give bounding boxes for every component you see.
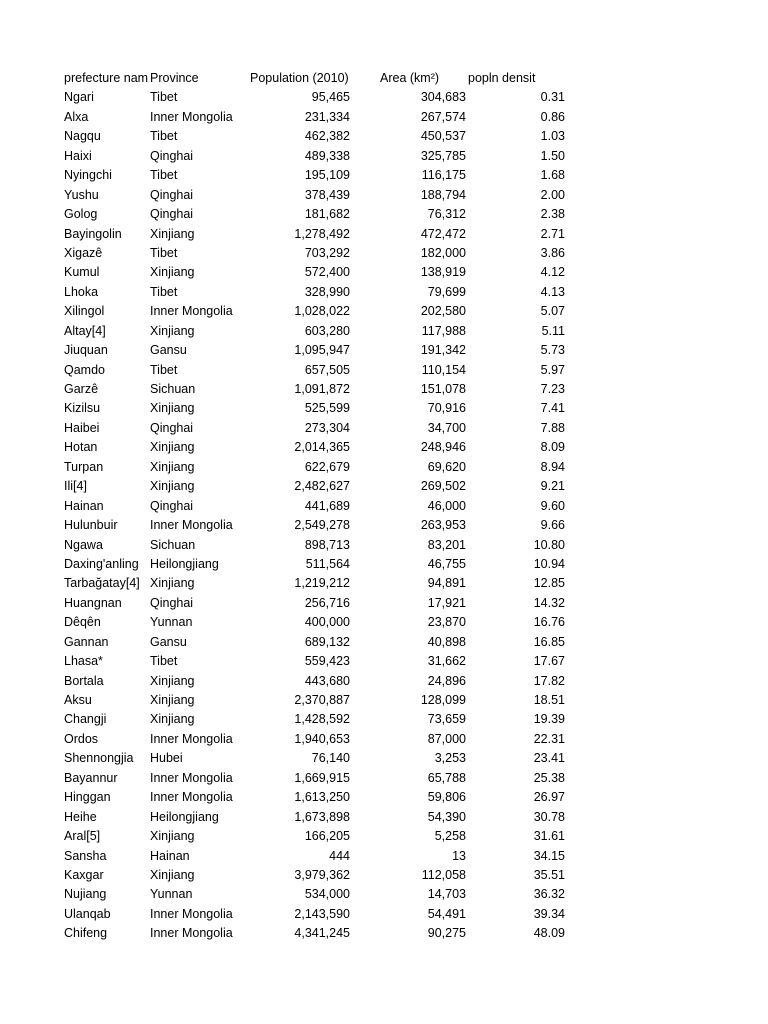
cell-prefecture-name[interactable]: Qamdo — [64, 362, 105, 377]
table-row — [0, 633, 768, 652]
cell-area[interactable]: 325,785 — [420, 148, 466, 163]
cell-prefecture-name[interactable]: Ili[4] — [64, 479, 87, 494]
cell-prefecture-name[interactable]: Kizilsu — [64, 401, 101, 416]
cell-prefecture-name[interactable]: Xilingol — [64, 304, 105, 319]
cell-population[interactable]: 4,341,245 — [294, 926, 350, 941]
cell-prefecture-name[interactable]: Ngari — [64, 90, 94, 105]
cell-population[interactable]: 1,940,653 — [294, 731, 350, 746]
cell-province[interactable]: Xinjiang — [150, 440, 195, 455]
table-row — [0, 477, 768, 496]
cell-province[interactable]: Heilongjiang — [150, 809, 219, 824]
cell-area[interactable]: 70,916 — [427, 401, 466, 416]
cell-area[interactable]: 191,342 — [420, 343, 466, 358]
cell-province[interactable]: Xinjiang — [150, 693, 195, 707]
cell-area[interactable]: 304,683 — [420, 90, 466, 105]
cell-province[interactable]: Xinjiang — [150, 829, 195, 844]
cell-province[interactable]: Gansu — [150, 634, 187, 649]
cell-province[interactable]: Tibet — [150, 129, 178, 144]
cell-population[interactable]: 703,292 — [304, 245, 350, 260]
cell-province[interactable]: Inner Mongolia — [150, 770, 233, 785]
cell-density[interactable]: 8.09 — [540, 440, 565, 455]
cell-prefecture-name[interactable]: Gannan — [64, 634, 109, 649]
cell-prefecture-name[interactable]: Bayannur — [64, 770, 118, 785]
cell-province[interactable]: Yunnan — [150, 615, 193, 630]
cell-area[interactable]: 110,154 — [421, 362, 466, 377]
table-row — [0, 263, 768, 282]
cell-density[interactable]: 5.11 — [541, 323, 565, 338]
cell-province[interactable]: Qinghai — [150, 595, 194, 610]
table-row — [0, 419, 768, 438]
cell-prefecture-name[interactable]: Haibei — [64, 420, 100, 435]
cell-area[interactable]: 90,275 — [427, 926, 466, 941]
table-row — [0, 205, 768, 224]
cell-population[interactable]: 181,682 — [304, 207, 350, 222]
cell-population[interactable]: 2,549,278 — [294, 518, 350, 533]
cell-province[interactable]: Hubei — [150, 751, 183, 766]
cell-province[interactable]: Tibet — [150, 168, 178, 183]
table-row — [0, 497, 768, 516]
cell-prefecture-name[interactable]: Ulanqab — [64, 906, 111, 921]
table-row — [0, 672, 768, 691]
cell-population[interactable]: 443,680 — [304, 673, 350, 688]
cell-population[interactable]: 3,979,362 — [294, 867, 350, 882]
cell-population[interactable]: 76,140 — [311, 751, 350, 766]
cell-province[interactable]: Gansu — [150, 343, 187, 358]
cell-area[interactable]: 87,000 — [427, 731, 466, 746]
cell-density[interactable]: 17.82 — [533, 673, 565, 688]
spreadsheet-table — [0, 69, 768, 944]
cell-density[interactable]: 4.12 — [540, 265, 565, 280]
table-row — [0, 536, 768, 555]
cell-area[interactable]: 450,537 — [420, 129, 466, 144]
cell-province[interactable]: Tibet — [150, 90, 178, 105]
cell-area[interactable]: 24,896 — [427, 673, 466, 688]
table-row — [0, 652, 768, 671]
cell-density[interactable]: 26.97 — [533, 790, 565, 805]
cell-province[interactable]: Sichuan — [150, 537, 196, 552]
cell-density[interactable]: 35.51 — [533, 867, 565, 882]
table-row — [0, 438, 768, 457]
table-row — [0, 691, 768, 710]
cell-population[interactable]: 444 — [329, 848, 350, 863]
cell-prefecture-name[interactable]: Kumul — [64, 265, 100, 280]
cell-population[interactable]: 511,564 — [305, 556, 350, 571]
table-row — [0, 905, 768, 924]
cell-population[interactable]: 2,014,365 — [294, 440, 350, 455]
cell-population[interactable]: 622,679 — [304, 459, 350, 474]
cell-prefecture-name[interactable]: Nyingchi — [64, 168, 112, 183]
table-row — [0, 341, 768, 360]
cell-area[interactable]: 116,175 — [421, 168, 466, 183]
cell-prefecture-name[interactable]: Heihe — [64, 809, 97, 824]
cell-density[interactable]: 22.31 — [533, 731, 565, 746]
cell-prefecture-name[interactable]: Yushu — [64, 187, 99, 202]
cell-province[interactable]: Tibet — [150, 362, 178, 377]
cell-province[interactable]: Sichuan — [150, 382, 196, 396]
cell-area[interactable]: 128,099 — [420, 693, 466, 707]
table-row — [0, 555, 768, 574]
header-cell-area[interactable]: Area (km²) — [380, 71, 440, 85]
cell-density[interactable]: 14.32 — [533, 595, 565, 610]
cell-area[interactable]: 54,491 — [427, 906, 466, 921]
cell-area[interactable]: 65,788 — [427, 770, 466, 785]
cell-province[interactable]: Inner Mongolia — [150, 790, 233, 805]
table-row — [0, 108, 768, 127]
cell-density[interactable]: 9.66 — [540, 518, 565, 533]
cell-population[interactable]: 400,000 — [304, 615, 350, 630]
cell-area[interactable]: 267,574 — [420, 109, 466, 124]
cell-area[interactable]: 14,703 — [427, 887, 466, 902]
cell-population[interactable]: 1,095,947 — [294, 343, 350, 358]
cell-density[interactable]: 2.71 — [540, 226, 565, 241]
cell-province[interactable]: Xinjiang — [150, 479, 195, 494]
cell-prefecture-name[interactable]: Nagqu — [64, 129, 101, 144]
cell-population[interactable]: 559,423 — [304, 654, 350, 669]
cell-prefecture-name[interactable]: Tarbağatay[4] — [64, 576, 140, 591]
cell-area[interactable]: 94,891 — [427, 576, 466, 591]
table-row — [0, 769, 768, 788]
cell-area[interactable]: 472,472 — [420, 226, 466, 241]
cell-population[interactable]: 2,143,590 — [294, 906, 350, 921]
cell-prefecture-name[interactable]: Aral[5] — [64, 829, 101, 844]
cell-density[interactable]: 12.85 — [533, 576, 565, 591]
table-row — [0, 244, 768, 263]
table-row — [0, 885, 768, 904]
cell-prefecture-name[interactable]: Kaxgar — [64, 867, 104, 882]
cell-prefecture-name[interactable]: Chifeng — [64, 926, 108, 941]
cell-population[interactable]: 1,219,212 — [294, 576, 350, 591]
cell-area[interactable]: 5,258 — [434, 829, 466, 844]
cell-prefecture-name[interactable]: Ngawa — [64, 537, 103, 552]
cell-prefecture-name[interactable]: Turpan — [64, 459, 104, 474]
cell-area[interactable]: 46,755 — [427, 556, 466, 571]
cell-area[interactable]: 69,620 — [427, 459, 466, 474]
cell-province[interactable]: Inner Mongolia — [150, 109, 233, 124]
table-row — [0, 594, 768, 613]
cell-area[interactable]: 31,662 — [427, 654, 466, 669]
cell-province[interactable]: Tibet — [150, 284, 178, 299]
table-row — [0, 186, 768, 205]
cell-province[interactable]: Xinjiang — [150, 323, 195, 338]
cell-density[interactable]: 16.76 — [533, 615, 565, 630]
cell-prefecture-name[interactable]: Haixi — [64, 148, 92, 163]
cell-prefecture-name[interactable]: Changji — [64, 712, 107, 727]
cell-density[interactable]: 0.86 — [540, 109, 565, 124]
cell-population[interactable]: 898,713 — [304, 537, 350, 552]
cell-province[interactable]: Xinjiang — [150, 401, 195, 416]
cell-prefecture-name[interactable]: Garzê — [64, 382, 99, 396]
cell-density[interactable]: 48.09 — [533, 926, 565, 941]
cell-population[interactable]: 1,673,898 — [294, 809, 350, 824]
cell-province[interactable]: Qinghai — [150, 420, 194, 435]
header-cell-prefecture-name[interactable]: prefecture nam — [64, 71, 149, 85]
table-row — [0, 749, 768, 768]
cell-area[interactable]: 13 — [452, 848, 466, 863]
cell-population[interactable]: 95,465 — [311, 90, 350, 105]
cell-area[interactable]: 3,253 — [434, 751, 466, 766]
cell-density[interactable]: 7.41 — [540, 401, 565, 416]
cell-density[interactable]: 18.51 — [533, 693, 565, 707]
cell-prefecture-name[interactable]: Nujiang — [64, 887, 107, 902]
cell-population[interactable]: 2,482,627 — [294, 479, 350, 494]
cell-density[interactable]: 23.41 — [533, 751, 565, 766]
cell-province[interactable]: Xinjiang — [150, 673, 195, 688]
cell-population[interactable]: 689,132 — [304, 634, 350, 649]
header-cell-province[interactable]: Province — [150, 71, 199, 85]
cell-province[interactable]: Yunnan — [150, 887, 193, 902]
cell-density[interactable]: 30.78 — [533, 809, 565, 824]
cell-province[interactable]: Tibet — [150, 245, 178, 260]
cell-density[interactable]: 31.61 — [533, 829, 565, 844]
cell-density[interactable]: 2.00 — [540, 187, 565, 202]
cell-prefecture-name[interactable]: Alxa — [64, 109, 89, 124]
cell-population[interactable]: 195,109 — [304, 168, 350, 183]
table-row — [0, 710, 768, 729]
cell-population[interactable]: 378,439 — [304, 187, 350, 202]
cell-population[interactable]: 657,505 — [304, 362, 350, 377]
cell-prefecture-name[interactable]: Lhasa* — [64, 654, 103, 669]
table-row — [0, 302, 768, 321]
cell-density[interactable]: 19.39 — [533, 712, 565, 727]
cell-population[interactable]: 1,028,022 — [294, 304, 350, 319]
cell-population[interactable]: 166,205 — [304, 829, 350, 844]
cell-province[interactable]: Inner Mongolia — [150, 906, 233, 921]
cell-area[interactable]: 151,078 — [420, 382, 466, 396]
cell-population[interactable]: 1,278,492 — [294, 226, 350, 241]
cell-prefecture-name[interactable]: Daxing'anling — [64, 556, 139, 571]
table-row — [0, 127, 768, 146]
cell-province[interactable]: Xinjiang — [150, 265, 195, 280]
cell-area[interactable]: 17,921 — [427, 595, 466, 610]
cell-province[interactable]: Tibet — [150, 654, 178, 669]
cell-density[interactable]: 1.03 — [540, 129, 565, 144]
cell-prefecture-name[interactable]: Bayingolin — [64, 226, 122, 241]
table-row — [0, 458, 768, 477]
cell-area[interactable]: 138,919 — [420, 265, 466, 280]
cell-prefecture-name[interactable]: Altay[4] — [64, 323, 106, 338]
table-row — [0, 827, 768, 846]
cell-population[interactable]: 2,370,887 — [294, 693, 350, 707]
cell-density[interactable]: 0.31 — [540, 90, 565, 105]
table-row — [0, 808, 768, 827]
cell-density[interactable]: 8.94 — [540, 459, 565, 474]
cell-province[interactable]: Inner Mongolia — [150, 731, 233, 746]
table-row — [0, 924, 768, 943]
cell-area[interactable]: 269,502 — [420, 479, 466, 494]
cell-population[interactable]: 231,334 — [304, 109, 350, 124]
cell-population[interactable]: 441,689 — [304, 498, 350, 513]
cell-prefecture-name[interactable]: Ordos — [64, 731, 99, 746]
cell-province[interactable]: Qinghai — [150, 207, 194, 222]
cell-province[interactable]: Xinjiang — [150, 576, 195, 591]
cell-density[interactable]: 25.38 — [533, 770, 565, 785]
cell-prefecture-name[interactable]: Hulunbuir — [64, 518, 118, 533]
cell-area[interactable]: 54,390 — [427, 809, 466, 824]
table-row — [0, 730, 768, 749]
cell-population[interactable]: 462,382 — [304, 129, 350, 144]
cell-density[interactable]: 2.38 — [540, 207, 565, 222]
cell-prefecture-name[interactable]: Sansha — [64, 848, 107, 863]
cell-province[interactable]: Inner Mongolia — [150, 926, 233, 941]
cell-density[interactable]: 5.07 — [540, 304, 565, 319]
header-cell-density[interactable]: popln densit — [468, 71, 536, 85]
table-row — [0, 283, 768, 302]
cell-province[interactable]: Heilongjiang — [150, 556, 219, 571]
table-row — [0, 166, 768, 185]
cell-prefecture-name[interactable]: Dêqên — [64, 615, 101, 630]
cell-area[interactable]: 46,000 — [427, 498, 466, 513]
cell-density[interactable]: 36.32 — [533, 887, 565, 902]
cell-area[interactable]: 83,201 — [427, 537, 466, 552]
cell-density[interactable]: 1.50 — [540, 148, 565, 163]
cell-density[interactable]: 9.21 — [540, 479, 565, 494]
cell-population[interactable]: 1,669,915 — [294, 770, 350, 785]
cell-density[interactable]: 9.60 — [540, 498, 565, 513]
cell-population[interactable]: 328,990 — [304, 284, 350, 299]
cell-area[interactable]: 202,580 — [420, 304, 466, 319]
cell-density[interactable]: 7.88 — [540, 420, 565, 435]
cell-prefecture-name[interactable]: Hinggan — [64, 790, 111, 805]
header-cell-population[interactable]: Population (2010) — [250, 71, 349, 85]
cell-density[interactable]: 1.68 — [540, 168, 565, 183]
cell-area[interactable]: 188,794 — [420, 187, 466, 202]
cell-population[interactable]: 273,304 — [304, 420, 350, 435]
table-row — [0, 788, 768, 807]
cell-density[interactable]: 4.13 — [540, 284, 565, 299]
cell-population[interactable]: 1,428,592 — [294, 712, 350, 727]
header-row — [0, 69, 768, 88]
cell-density[interactable]: 5.73 — [540, 343, 565, 358]
cell-area[interactable]: 73,659 — [427, 712, 466, 727]
cell-province[interactable]: Xinjiang — [150, 867, 195, 882]
cell-province[interactable]: Inner Mongolia — [150, 304, 233, 319]
cell-prefecture-name[interactable]: Hainan — [64, 498, 104, 513]
cell-province[interactable]: Xinjiang — [150, 459, 195, 474]
table-row — [0, 613, 768, 632]
cell-density[interactable]: 17.67 — [533, 654, 565, 669]
cell-province[interactable]: Inner Mongolia — [150, 518, 233, 533]
cell-density[interactable]: 10.80 — [533, 537, 565, 552]
table-row — [0, 88, 768, 107]
cell-population[interactable]: 489,338 — [304, 148, 350, 163]
cell-population[interactable]: 603,280 — [304, 323, 350, 338]
cell-population[interactable]: 534,000 — [304, 887, 350, 902]
table-row — [0, 574, 768, 593]
table-row — [0, 516, 768, 535]
cell-prefecture-name[interactable]: Shennongjia — [64, 751, 134, 766]
table-row — [0, 361, 768, 380]
cell-prefecture-name[interactable]: Aksu — [64, 693, 92, 707]
cell-population[interactable]: 1,091,872 — [294, 382, 350, 396]
cell-area[interactable]: 76,312 — [427, 207, 466, 222]
cell-population[interactable]: 256,716 — [304, 595, 350, 610]
cell-area[interactable]: 182,000 — [420, 245, 466, 260]
cell-population[interactable]: 572,400 — [304, 265, 350, 280]
table-row — [0, 399, 768, 418]
cell-province[interactable]: Qinghai — [150, 148, 194, 163]
table-row — [0, 866, 768, 885]
table-row — [0, 147, 768, 166]
cell-prefecture-name[interactable]: Hotan — [64, 440, 98, 455]
table-row — [0, 380, 768, 399]
cell-population[interactable]: 1,613,250 — [294, 790, 350, 805]
table-row — [0, 225, 768, 244]
cell-province[interactable]: Qinghai — [150, 498, 194, 513]
cell-area[interactable]: 248,946 — [420, 440, 466, 455]
cell-prefecture-name[interactable]: Huangnan — [64, 595, 122, 610]
cell-density[interactable]: 16.85 — [533, 634, 565, 649]
cell-density[interactable]: 5.97 — [540, 362, 565, 377]
cell-prefecture-name[interactable]: Bortala — [64, 673, 104, 688]
table-body — [0, 88, 768, 943]
cell-density[interactable]: 7.23 — [540, 382, 565, 396]
table-row — [0, 847, 768, 866]
cell-area[interactable]: 34,700 — [427, 420, 466, 435]
cell-province[interactable]: Hainan — [150, 848, 190, 863]
cell-population[interactable]: 525,599 — [304, 401, 350, 416]
cell-area[interactable]: 23,870 — [427, 615, 466, 630]
cell-prefecture-name[interactable]: Golog — [64, 207, 98, 222]
cell-area[interactable]: 40,898 — [427, 634, 466, 649]
cell-area[interactable]: 59,806 — [427, 790, 466, 805]
cell-density[interactable]: 10.94 — [533, 556, 565, 571]
cell-density[interactable]: 34.15 — [533, 848, 565, 863]
cell-area[interactable]: 263,953 — [420, 518, 466, 533]
cell-density[interactable]: 3.86 — [540, 245, 565, 260]
table-row — [0, 322, 768, 341]
cell-area[interactable]: 112,058 — [421, 867, 466, 882]
cell-density[interactable]: 39.34 — [533, 906, 565, 921]
cell-province[interactable]: Xinjiang — [150, 712, 195, 727]
cell-prefecture-name[interactable]: Xigazê — [64, 245, 103, 260]
cell-province[interactable]: Qinghai — [150, 187, 194, 202]
cell-province[interactable]: Xinjiang — [150, 226, 195, 241]
cell-area[interactable]: 79,699 — [427, 284, 466, 299]
cell-prefecture-name[interactable]: Jiuquan — [64, 343, 108, 358]
cell-prefecture-name[interactable]: Lhoka — [64, 284, 99, 299]
cell-area[interactable]: 117,988 — [421, 323, 466, 338]
